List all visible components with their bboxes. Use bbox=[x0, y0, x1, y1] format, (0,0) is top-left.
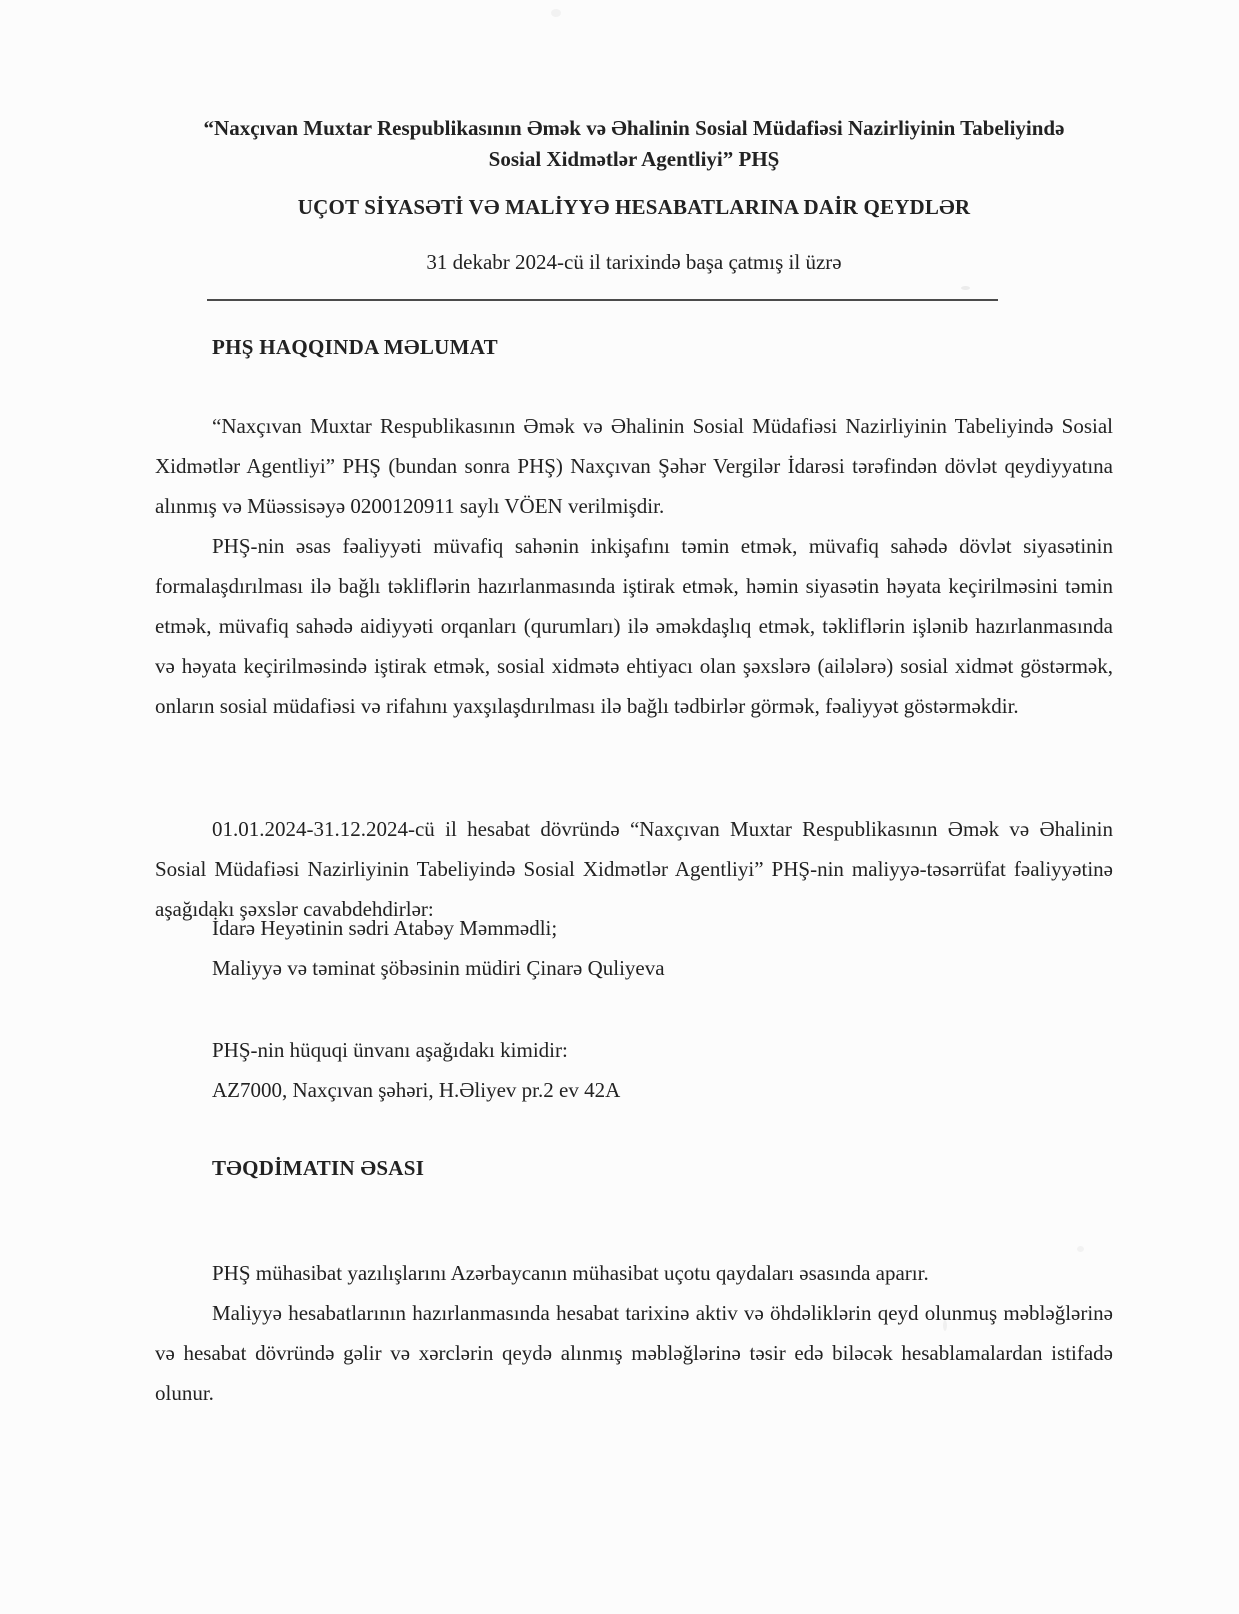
report-title: UÇOT SİYASƏTİ VƏ MALİYYƏ HESABATLARINA DAİR QEYDLƏR bbox=[297, 195, 971, 219]
section-heading-about-phs: PHŞ HAQQINDA MƏLUMAT bbox=[212, 335, 498, 359]
paragraph-registration: “Naxçıvan Muxtar Respublikasının Əmək və Əhalinin Sosial Müdafiəsi Nazirliyinin Tabeliyində Sosial Xidmətlər Agentliyi” PHŞ (bundan sonra PHŞ) Naxçıvan Şəhər Vergilər İdarəsi tərəfindən dövlət qeydiyyatına alınmış və Müəssisəyə 0200120911 saylı VÖEN verilmişdir. bbox=[155, 414, 1113, 518]
organization-title-line-1: “Naxçıvan Muxtar Respublikasının Əmək və Əhalinin Sosial Müdafiəsi Nazirliyinin Tabeliyində bbox=[203, 116, 1065, 140]
responsible-person-finance-head: Maliyyə və təminat şöbəsinin müdiri Çinarə Quliyeva bbox=[212, 956, 665, 980]
responsible-person-chairman: İdarə Heyətinin sədri Atabəy Məmmədli; bbox=[212, 916, 558, 940]
reporting-period: 31 dekabr 2024-cü il tarixində başa çatmış il üzrə bbox=[426, 250, 842, 274]
legal-address-intro: PHŞ-nin hüquqi ünvanı aşağıdakı kimidir: bbox=[212, 1038, 568, 1062]
paragraph-accounting-rules: PHŞ mühasibat yazılışlarını Azərbaycanın mühasibat uçotu qaydaları əsasında aparır. bbox=[212, 1261, 929, 1285]
paragraph-estimates: Maliyyə hesabatlarının hazırlanmasında hesabat tarixinə aktiv və öhdəliklərin qeyd olunmuş məbləğlərinə və hesabat dövründə gəlir və xərclərin qeydə alınmış məbləğlərinə təsir edə biləcək hesablamalardan istifadə olunur. bbox=[155, 1301, 1113, 1405]
section-heading-basis-of-presentation: TƏQDİMATIN ƏSASI bbox=[212, 1156, 425, 1180]
paragraph-responsibility: 01.01.2024-31.12.2024-cü il hesabat dövründə “Naxçıvan Muxtar Respublikasının Əmək və Əhalinin Sosial Müdafiəsi Nazirliyinin Tabeliyində Sosial Xidmətlər Agentliyi” PHŞ-nin maliyyə-təsərrüfat fəaliyyətinə aşağıdakı şəxslər cavabdehdirlər: bbox=[155, 817, 1113, 921]
scan-artifact bbox=[1077, 1246, 1084, 1252]
organization-title bbox=[155, 113, 1113, 175]
paragraph-activity: PHŞ-nin əsas fəaliyyəti müvafiq sahənin inkişafını təmin etmək, müvafiq sahədə dövlət siyasətinin formalaşdırılması ilə bağlı təkliflərin hazırlanmasında iştirak etmək, həmin siyasətin həyata keçirilməsini təmin etmək, müvafiq sahədə aidiyyəti orqanları (qurumları) ilə əməkdaşlıq etmək, təkliflərin işlənib hazırlanmasında və həyata keçirilməsində iştirak etmək, sosial xidmətə ehtiyacı olan şəxslərə (ailələrə) sosial xidmət göstərmək, onların sosial müdafiəsi və rifahını yaxşılaşdırılması ilə bağlı tədbirlər görmək, fəaliyyət göstərməkdir. bbox=[155, 534, 1113, 718]
scan-artifact bbox=[961, 286, 970, 290]
horizontal-rule bbox=[207, 299, 998, 301]
legal-address: AZ7000, Naxçıvan şəhəri, H.Əliyev pr.2 ev 42A bbox=[212, 1078, 621, 1102]
organization-title-line-2: Sosial Xidmətlər Agentliyi” PHŞ bbox=[488, 147, 780, 171]
scan-artifact bbox=[551, 9, 561, 17]
